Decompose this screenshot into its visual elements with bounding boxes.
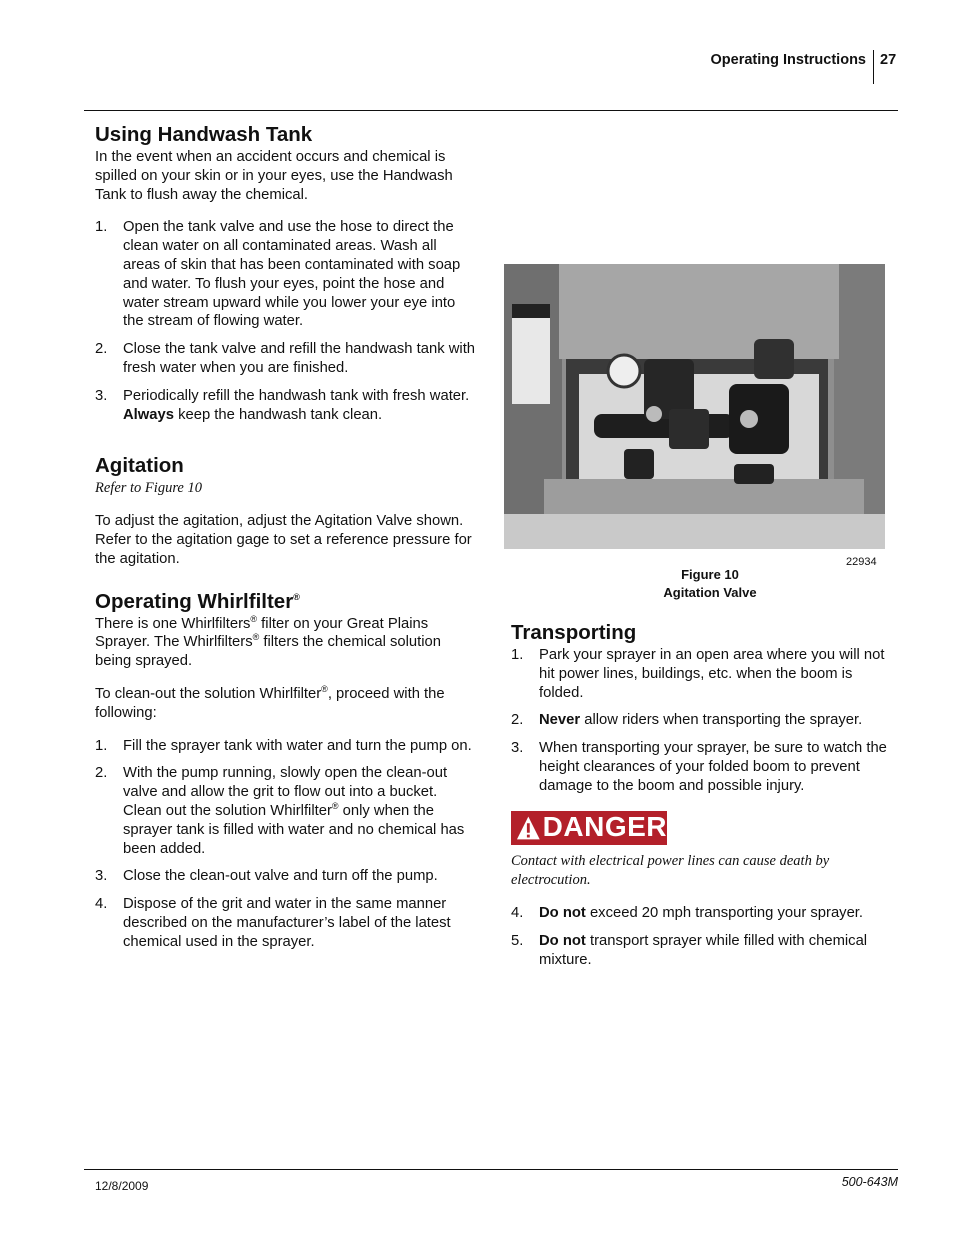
list-item	[95, 737, 477, 756]
step-text: Periodically refill the handwash tank with fresh water. Always keep the handwash tank clean.	[123, 387, 470, 423]
step-text: Close the clean-out valve and turn off the pump.	[123, 868, 438, 885]
step-text: When transporting your sprayer, be sure to watch the height clearances of your folded boom to prevent damage to the boom and possible injury.	[539, 740, 887, 794]
handwash-heading: Using Handwash Tank	[95, 123, 313, 146]
step-number: 3.	[511, 740, 524, 757]
list-item	[511, 646, 899, 702]
step-number: 1.	[95, 219, 108, 236]
step-text: Open the tank valve and use the hose to direct the clean water on all contaminated areas. Wash all areas of skin that has been contaminated with soap and water. To flush your eyes, point the hose and water stream upward while you lower your eye into the stream of flowing water.	[123, 219, 461, 330]
transporting-steps	[511, 646, 899, 796]
handwash-intro: In the event when an accident occurs and chemical is spilled on your skin or in your eyes, use the Handwash Tank to flush away the chemical.	[95, 149, 453, 203]
step-text: Dispose of the grit and water in the same manner described on the manufacturer’s label of the latest chemical used in the sprayer.	[123, 896, 451, 950]
step-text: Do not transport sprayer while filled with chemical mixture.	[539, 933, 868, 968]
step-number: 2.	[511, 712, 524, 729]
step-text: Do not exceed 20 mph transporting your sprayer.	[539, 905, 864, 922]
handwash-steps	[95, 218, 477, 424]
danger-label	[511, 811, 667, 845]
figure-number: Figure 10	[681, 567, 739, 582]
step-number: 3.	[95, 387, 108, 404]
whirlfilter-p2: To clean-out the solution Whirlfilter®, proceed with the following:	[95, 684, 445, 721]
top-rule	[84, 110, 898, 111]
transporting-heading: Transporting	[511, 621, 637, 644]
warning-triangle-icon	[516, 815, 541, 841]
list-item	[511, 932, 899, 970]
step-text: Fill the sprayer tank with water and turn the pump on.	[123, 737, 472, 754]
agitation-refer: Refer to Figure 10	[95, 480, 202, 497]
bottom-rule	[84, 1169, 898, 1170]
step-text: With the pump running, slowly open the clean-out valve and allow the grit to flow out into a bucket. Clean out the solution Whirlfilter® only when the sprayer tank is filled with water and no chemical has been added.	[123, 765, 465, 857]
step-number: 4.	[511, 905, 524, 922]
list-item	[95, 764, 477, 858]
agitation-heading: Agitation	[95, 454, 184, 478]
list-item	[95, 867, 477, 886]
step-number: 4.	[95, 896, 108, 913]
whirlfilter-p1: There is one Whirlfilters® filter on your Great Plains Sprayer. The Whirlfilters® filters the chemical solution being sprayed.	[95, 613, 442, 670]
list-item	[95, 340, 477, 378]
danger-text: Contact with electrical power lines can cause death by electrocution.	[511, 853, 830, 889]
step-text: Park your sprayer in an open area where you will not hit power lines, buildings, etc. when the boom is folded.	[539, 647, 885, 701]
step-text: Close the tank valve and refill the handwash tank with fresh water when you are finished.	[123, 341, 476, 376]
footer-doc-number: 500-643M	[841, 1175, 898, 1189]
header-divider	[873, 50, 874, 84]
figure-id: 22934	[846, 556, 877, 568]
transporting-steps-continued	[511, 904, 899, 969]
list-item	[95, 218, 477, 331]
list-item	[511, 904, 899, 923]
figure-caption	[600, 566, 820, 602]
danger-word: DANGER	[542, 811, 667, 843]
step-number: 1.	[511, 647, 524, 663]
running-header-title: Operating Instructions	[710, 52, 866, 68]
left-column	[95, 122, 477, 961]
list-item	[95, 387, 477, 425]
figure-title: Agitation Valve	[663, 585, 757, 600]
step-number: 5.	[511, 933, 524, 950]
right-column	[511, 620, 899, 979]
agitation-body: To adjust the agitation, adjust the Agitation Valve shown. Refer to the agitation gage to set a reference pressure for the agitation.	[95, 513, 472, 567]
list-item	[511, 711, 899, 730]
step-number: 2.	[95, 765, 108, 782]
list-item	[511, 739, 899, 795]
footer-date: 12/8/2009	[95, 1179, 149, 1193]
step-number: 2.	[95, 341, 108, 358]
whirlfilter-steps	[95, 737, 477, 952]
whirlfilter-heading: Operating Whirlfilter®	[95, 589, 300, 613]
agitation-valve-photo	[504, 264, 885, 549]
step-number: 3.	[95, 868, 108, 885]
page-number: 27	[880, 52, 897, 68]
step-number: 1.	[95, 737, 108, 754]
step-text: Never allow riders when transporting the sprayer.	[539, 712, 863, 729]
list-item	[95, 895, 477, 951]
photo-illustration	[504, 264, 885, 549]
